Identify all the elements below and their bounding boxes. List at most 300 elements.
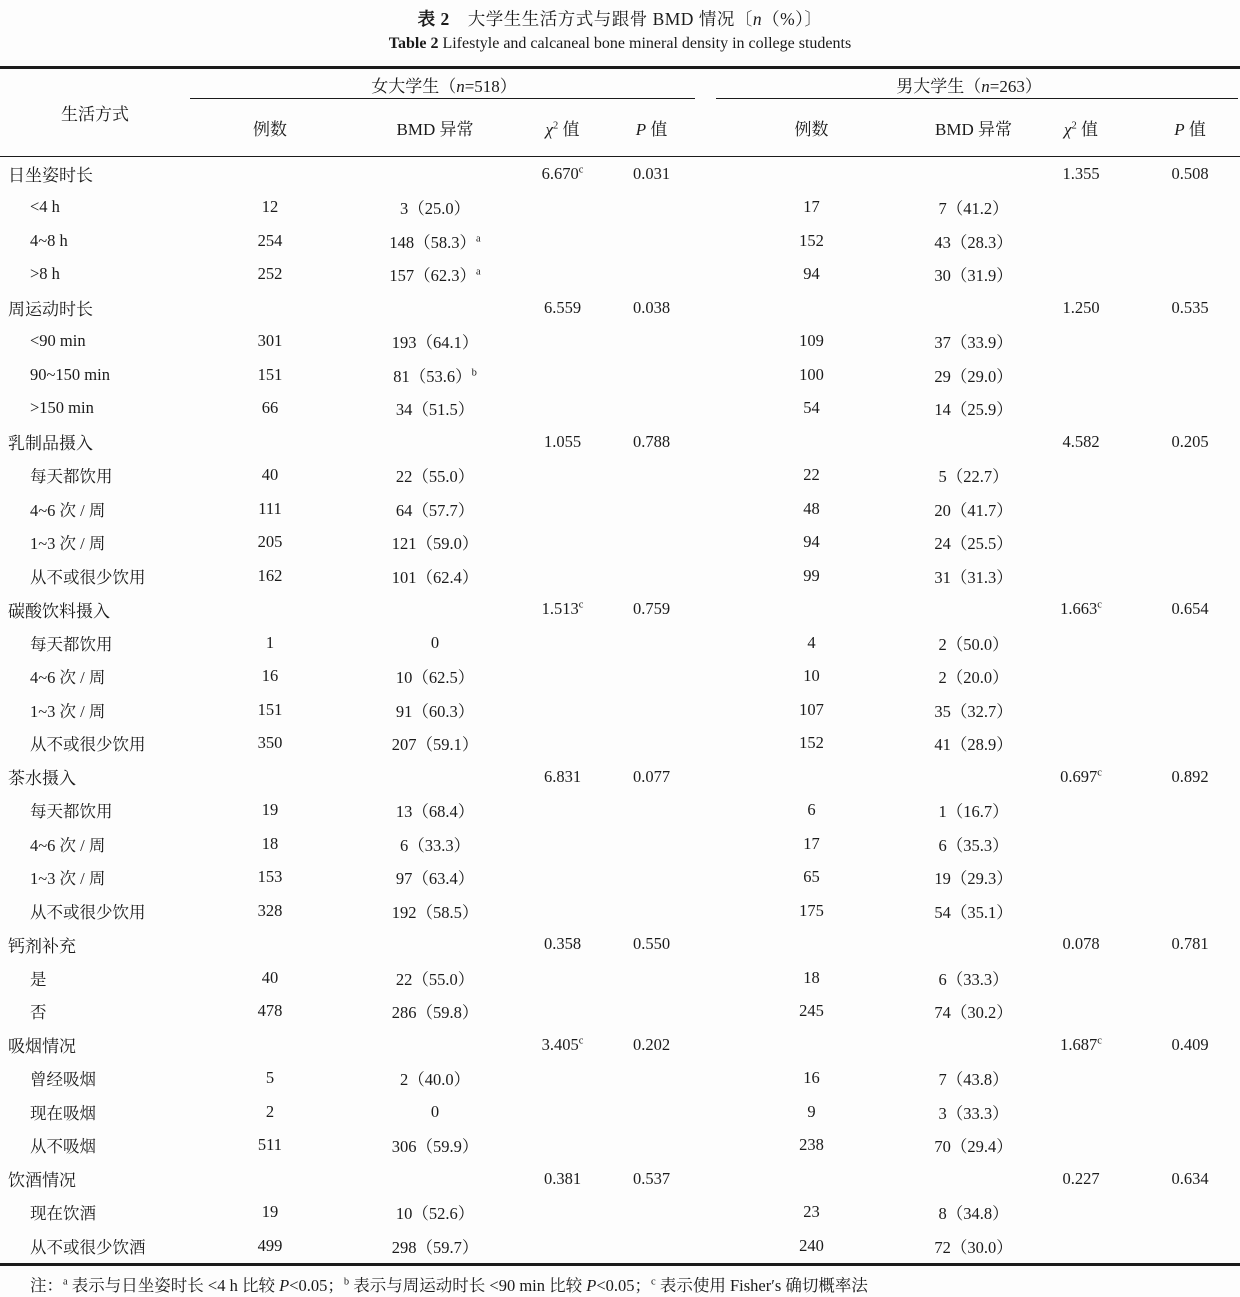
table-row-item [0,224,1240,258]
male-n-cell: 9 [807,1101,816,1121]
row-label: 日坐姿时长 [8,166,93,186]
female-chi-cell [520,861,605,895]
male-n-cell: 99 [803,565,820,585]
significance-marker: b [471,367,477,379]
female-chi-cell [520,961,605,995]
female-chi-cell [520,1095,605,1129]
female-p-cell [605,358,698,392]
text-segment: <0.05； [289,1275,344,1295]
male-p-header [1140,99,1240,157]
female-p-cell [605,526,698,560]
female-bmd-cell: 64（57.7） [395,500,475,520]
female-p-cell: 0.031 [632,163,671,183]
female-n-cell [190,1162,350,1196]
female-chi-cell [520,559,605,593]
table-row-item [0,325,1240,359]
male-bmd-cell [925,291,1022,325]
male-chi-cell [1022,1196,1140,1230]
male-bmd-cell: 31（31.3） [934,567,1013,587]
chi-symbol: χ [545,120,553,139]
female-chi-cell [520,995,605,1029]
female-chi-cell [520,392,605,426]
table-titles [0,0,1240,66]
row-label: 1~3 次 / 周 [30,534,106,554]
male-n-cell [698,157,925,191]
female-p-cell [605,995,698,1029]
female-n-cell: 12 [261,197,279,217]
text-segment: 大学生生活方式与跟骨 BMD 情况〔 [449,9,753,29]
male-p-cell [1140,559,1240,593]
table-row-group [0,928,1240,962]
group-header-row [0,68,1240,100]
female-p-cell [605,660,698,694]
female-chi-cell [520,325,605,359]
table-row-item [0,660,1240,694]
row-label: 4~6 次 / 周 [30,500,106,520]
male-bmd-cell: 74（30.2） [934,1003,1013,1023]
table-title-zh [0,7,1240,31]
female-p-cell [605,961,698,995]
male-n-cell [698,1162,925,1196]
female-n-cell: 16 [261,666,279,686]
text-segment: =518） [464,76,517,96]
male-bmd-cell [925,593,1022,627]
p-suffix: 值 [646,120,668,139]
male-p-cell [1140,995,1240,1029]
male-chi-cell: 0.697$^c$ [1060,766,1102,786]
male-n-cell [698,1028,925,1062]
male-p-cell [1140,1196,1240,1230]
male-p-cell [1140,325,1240,359]
male-bmd-cell: 54（35.1） [934,902,1013,922]
row-label: 曾经吸烟 [30,1070,96,1090]
female-n-cell: 40 [261,465,279,485]
female-n-cell: 151 [257,699,283,719]
male-chi-cell: 1.355 [1062,163,1100,183]
text-segment: 表示与日坐姿时长 <4 h 比较 [67,1275,280,1295]
female-p-cell: 0.550 [632,934,671,954]
male-n-cell: 54 [803,398,820,418]
male-chi-cell: 0.227 [1062,1168,1100,1188]
female-bmd-cell: 121（59.0） [391,534,479,554]
table-row-item [0,727,1240,761]
male-chi-cell: 1.663$^c$ [1060,599,1102,619]
female-chi-cell: 0.381 [543,1168,582,1188]
male-chi-cell [1022,794,1140,828]
male-n-cell: 17 [803,197,820,217]
male-p-cell [1140,827,1240,861]
text-segment: P [279,1275,290,1295]
text-segment: 表 2 [417,9,450,29]
female-chi-cell: 1.055 [543,431,582,451]
male-chi-cell [1022,961,1140,995]
row-label: 4~6 次 / 周 [30,835,106,855]
female-chi-cell: 6.831 [543,766,582,786]
male-p-cell [1140,1129,1240,1163]
male-n-cell: 238 [799,1135,824,1155]
male-n-cell: 17 [803,833,820,853]
male-p-cell: 0.205 [1171,431,1209,451]
male-chi-cell [1022,1095,1140,1129]
table-row-group [0,1162,1240,1196]
table-row-item [0,861,1240,895]
male-p-cell [1140,794,1240,828]
female-n-cell [190,425,350,459]
row-label: 是 [30,969,47,989]
significance-marker: c [578,1035,584,1047]
female-p-cell: 0.537 [632,1168,671,1188]
text-segment: a [63,1276,68,1287]
female-p-cell [605,693,698,727]
text-segment: Table 2 [388,35,439,52]
female-chi-cell [520,258,605,292]
female-n-cell: 19 [261,800,279,820]
male-n-cell: 18 [803,967,820,987]
female-p-cell [605,894,698,928]
female-bmd-cell: 97（63.4） [395,869,475,889]
significance-marker: a [475,233,481,245]
female-p-cell [605,794,698,828]
row-label: 茶水摄入 [8,769,76,789]
female-n-cell: 301 [257,331,283,351]
male-p-cell [1140,191,1240,225]
male-n-cell: 152 [799,733,824,753]
male-p-cell: 0.654 [1171,599,1209,619]
male-p-cell [1140,392,1240,426]
row-label: 周运动时长 [8,300,93,320]
male-p-cell [1140,224,1240,258]
table-footnote [0,1275,1240,1297]
row-label: 每天都饮用 [30,467,113,487]
female-bmd-cell: 306（59.9） [391,1137,479,1157]
male-n-cell: 94 [803,532,820,552]
male-bmd-header: BMD 异常 [925,99,1022,157]
male-chi-cell [1022,492,1140,526]
male-chi-squared-header [1022,99,1140,157]
female-bmd-cell: 13（68.4） [395,802,475,822]
female-bmd-cell: $148(58.3)^a$ [389,232,481,252]
male-p-cell [1140,1062,1240,1096]
male-chi-cell [1022,1229,1140,1264]
female-n-cell [190,157,350,191]
significance-marker: c [1097,599,1102,611]
row-label: 从不或很少饮用 [30,735,146,755]
male-bmd-cell: 41（28.9） [934,735,1013,755]
male-chi-cell [1022,827,1140,861]
row-label: 每天都饮用 [30,802,113,822]
table-row-group [0,760,1240,794]
female-bmd-cell: 34（51.5） [395,400,475,420]
female-p-cell [605,559,698,593]
male-p-cell: 0.781 [1171,934,1209,954]
female-n-cell: 111 [258,498,282,518]
female-p-cell [605,492,698,526]
p-symbol: P [1174,120,1185,139]
table-row-item [0,191,1240,225]
female-n-cell: 252 [257,264,283,284]
male-bmd-cell [925,157,1022,191]
chi-suffix: 值 [1076,120,1099,139]
female-n-cell: 151 [257,364,283,384]
table-title-en [0,31,1240,57]
table-row-item [0,894,1240,928]
male-bmd-cell: 5（22.7） [938,467,1009,487]
female-chi-cell [520,727,605,761]
row-label: 4~8 h [30,230,68,250]
male-n-cell: 65 [803,867,820,887]
row-label: 1~3 次 / 周 [30,701,106,721]
male-bmd-cell: 6（33.3） [938,969,1009,989]
table-row-item [0,526,1240,560]
table-row-item [0,1129,1240,1163]
row-label: 否 [30,1003,47,1023]
significance-marker: c [578,599,584,611]
male-bmd-cell: 70（29.4） [934,1137,1013,1157]
female-chi-squared-header [520,99,605,157]
text-segment: b [343,1276,350,1287]
male-chi-cell [1022,191,1140,225]
female-chi-cell [520,1196,605,1230]
male-bmd-cell [925,425,1022,459]
female-p-cell: 0.202 [632,1034,671,1054]
chi-exponent: 2 [552,120,559,132]
male-p-cell [1140,492,1240,526]
female-n-cell: 18 [261,833,279,853]
female-bmd-cell [350,1028,520,1062]
female-chi-cell [520,224,605,258]
text-segment: n [752,9,763,29]
female-n-cell: 5 [265,1068,275,1088]
female-n-header: 例数 [190,99,350,157]
female-group-header [190,68,698,100]
row-label: 吸烟情况 [8,1037,76,1057]
male-p-cell [1140,961,1240,995]
male-p-cell [1140,459,1240,493]
female-chi-cell [520,894,605,928]
female-bmd-cell: 0 [430,632,440,652]
male-p-cell [1140,693,1240,727]
male-bmd-cell: 43（28.3） [934,232,1013,252]
female-bmd-cell: 22（55.0） [395,467,475,487]
female-chi-cell: 3.405$^c$ [541,1034,584,1054]
text-segment: <0.05； [596,1275,652,1295]
male-chi-cell [1022,1129,1140,1163]
female-p-cell [605,191,698,225]
male-chi-cell: 0.078 [1062,934,1100,954]
chi-exponent: 2 [1071,120,1077,132]
male-n-cell [698,760,925,794]
table-row-item [0,961,1240,995]
female-n-cell: 40 [261,967,279,987]
row-label: 从不或很少饮用 [30,902,146,922]
row-label: 现在饮酒 [30,1204,96,1224]
table-row-item [0,492,1240,526]
table-row-item [0,827,1240,861]
female-p-cell: 0.788 [632,431,671,451]
table-row-item [0,459,1240,493]
male-bmd-cell: 24（25.5） [934,534,1013,554]
female-n-cell: 19 [261,1202,279,1222]
male-chi-cell [1022,559,1140,593]
female-bmd-cell: 2（40.0） [399,1070,471,1090]
female-p-cell [605,827,698,861]
female-p-cell: 0.038 [632,297,671,317]
female-bmd-cell: $157(62.3)^a$ [389,266,481,286]
row-label: <90 min [30,331,86,351]
male-chi-cell [1022,258,1140,292]
female-n-cell: 350 [257,733,283,753]
male-bmd-cell [925,1162,1022,1196]
female-n-cell [190,760,350,794]
female-n-cell: 153 [257,867,283,887]
male-n-cell: 152 [799,230,824,250]
table-row-item [0,693,1240,727]
male-n-cell: 22 [803,465,820,485]
row-label: 从不吸烟 [30,1137,96,1157]
chi-symbol: χ [1064,120,1072,139]
significance-marker: a [475,266,481,278]
female-p-cell [605,1129,698,1163]
female-chi-cell: 1.513$^c$ [541,599,584,619]
table-row-item [0,392,1240,426]
row-label: 乳制品摄入 [8,434,93,454]
male-n-cell: 4 [807,632,816,652]
table-row-item [0,258,1240,292]
female-p-cell [605,258,698,292]
female-bmd-cell: $81(53.6)^b$ [393,366,477,386]
male-n-cell: 6 [807,800,816,820]
female-p-cell [605,727,698,761]
female-n-cell: 478 [257,1001,283,1021]
male-n-cell [698,593,925,627]
row-label: 从不或很少饮用 [30,567,146,587]
female-bmd-cell: 91（60.3） [395,701,475,721]
male-chi-cell [1022,727,1140,761]
female-chi-cell [520,827,605,861]
male-bmd-cell [925,928,1022,962]
female-chi-cell: 6.670$^c$ [541,163,584,183]
row-label: 1~3 次 / 周 [30,869,106,889]
row-label: 从不或很少饮酒 [30,1237,146,1257]
female-p-cell [605,392,698,426]
male-chi-cell [1022,459,1140,493]
male-p-cell [1140,526,1240,560]
text-segment: 表示与周运动时长 <90 min 比较 [349,1275,587,1295]
male-p-cell: 0.892 [1171,766,1209,786]
male-bmd-cell: 19（29.3） [934,869,1013,889]
text-segment: =263） [989,76,1042,96]
female-bmd-cell: 10（52.6） [395,1204,475,1224]
table-body [0,157,1240,1265]
female-bmd-cell [350,928,520,962]
female-bmd-cell: 101（62.4） [391,567,479,587]
table-row-item [0,1095,1240,1129]
significance-marker: c [1097,767,1102,779]
female-n-cell [190,593,350,627]
female-chi-cell [520,693,605,727]
female-chi-cell [520,191,605,225]
female-chi-cell [520,1129,605,1163]
female-bmd-cell: 6（33.3） [399,835,471,855]
male-bmd-cell [925,760,1022,794]
male-chi-cell [1022,995,1140,1029]
male-bmd-cell: 29（29.0） [934,366,1013,386]
male-p-cell [1140,861,1240,895]
table-row-item [0,1196,1240,1230]
male-bmd-cell: 1（16.7） [938,802,1009,822]
table-row-item [0,794,1240,828]
row-label: 90~150 min [30,364,110,384]
female-chi-cell [520,626,605,660]
female-n-cell: 499 [257,1235,283,1255]
male-n-cell: 109 [799,331,824,351]
male-p-cell [1140,894,1240,928]
female-chi-cell [520,794,605,828]
male-n-cell: 23 [803,1202,820,1222]
female-n-cell: 511 [257,1135,283,1155]
female-p-cell [605,224,698,258]
female-bmd-cell: 3（25.0） [399,199,471,219]
female-bmd-cell: 298（59.7） [391,1237,479,1257]
female-p-cell [605,325,698,359]
female-bmd-cell: 286（59.8） [391,1003,479,1023]
text-segment: P [586,1275,597,1295]
female-bmd-cell: 207（59.1） [391,735,479,755]
female-chi-cell [520,492,605,526]
table-row-item [0,358,1240,392]
male-chi-cell [1022,660,1140,694]
row-label: 钙剂补充 [8,936,76,956]
female-p-cell: 0.077 [632,766,671,786]
male-p-cell: 0.634 [1171,1168,1209,1188]
male-bmd-cell: 7（43.8） [938,1070,1009,1090]
male-n-cell: 94 [803,264,820,284]
male-group-header [698,68,1240,100]
female-bmd-cell: 193（64.1） [391,333,479,353]
female-n-cell: 1 [265,632,275,652]
text-segment: 表示使用 Fisher′s 确切概率法 [655,1275,868,1295]
table-row-item [0,559,1240,593]
male-chi-cell [1022,626,1140,660]
male-n-cell: 48 [803,498,820,518]
male-chi-cell: 1.687$^c$ [1060,1034,1102,1054]
significance-marker: c [578,164,584,176]
male-p-cell: 0.535 [1171,297,1209,317]
male-n-cell: 245 [799,1001,824,1021]
row-label: 每天都饮用 [30,634,113,654]
male-n-cell: 10 [803,666,820,686]
table-row-item [0,995,1240,1029]
male-bmd-cell: 35（32.7） [934,701,1013,721]
male-bmd-cell: 72（30.0） [934,1237,1013,1257]
table-row-group [0,291,1240,325]
male-bmd-cell: 6（35.3） [938,835,1009,855]
row-label: 4~6 次 / 周 [30,668,106,688]
female-p-cell [605,459,698,493]
male-n-header: 例数 [698,99,925,157]
female-p-cell [605,861,698,895]
female-n-cell [190,291,350,325]
p-suffix: 值 [1184,120,1206,139]
text-segment: 男大学生（ [896,76,982,96]
male-n-cell: 100 [799,364,824,384]
text-segment: c [651,1276,656,1287]
text-segment: （%）〕 [762,9,823,29]
male-p-cell [1140,1095,1240,1129]
female-p-cell [605,1196,698,1230]
female-bmd-cell: 0 [430,1101,440,1121]
female-bmd-header: BMD 异常 [350,99,520,157]
